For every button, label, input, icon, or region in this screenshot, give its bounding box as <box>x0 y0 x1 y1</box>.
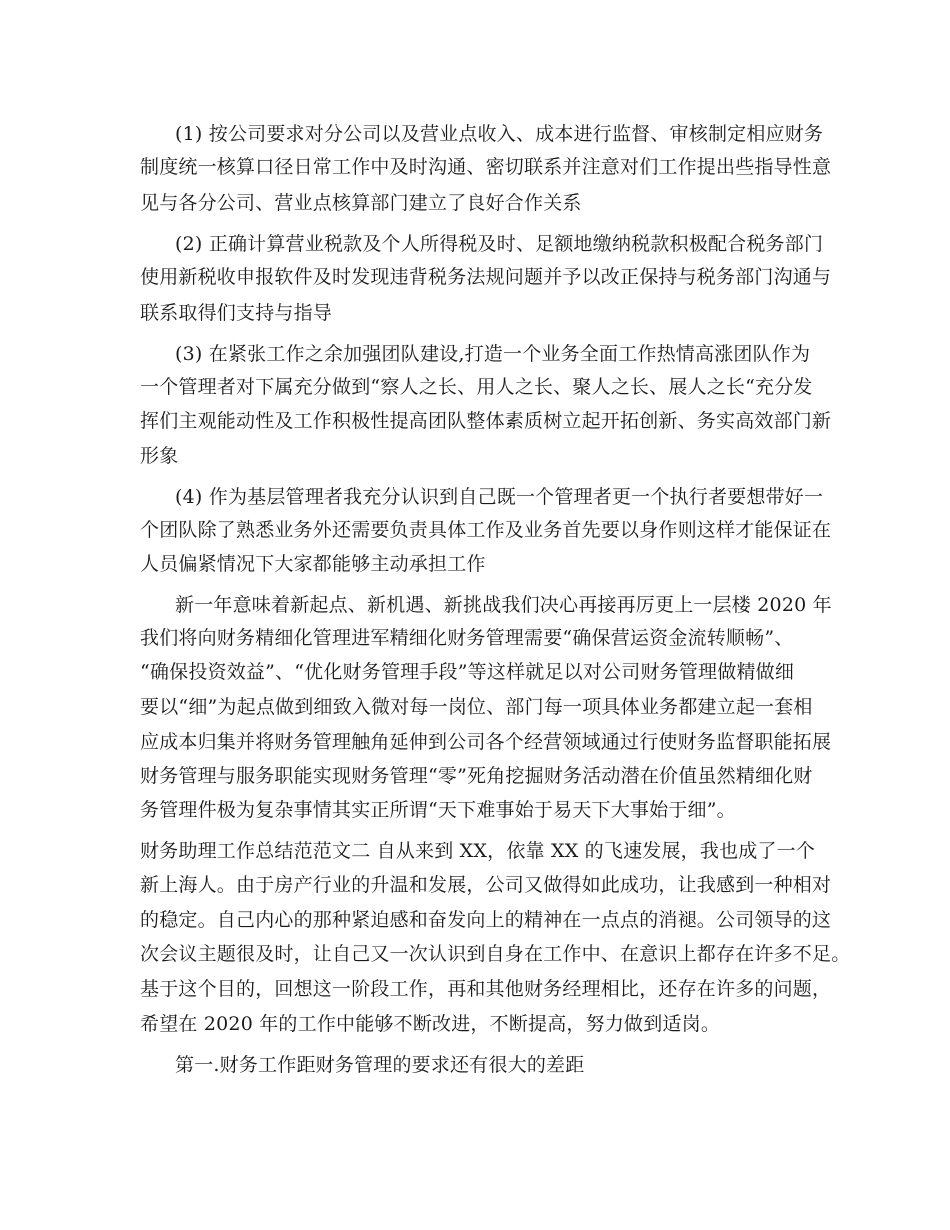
paragraph-line: 应成本归集并将财务管理触角延伸到公司各个经营领域通过行使财务监督职能拓展 <box>140 731 832 753</box>
paragraph-line: 的稳定。自己内心的那种紧迫感和奋发向上的精神在一点点的消褪。公司领导的这 <box>140 909 832 931</box>
paragraph-line: 见与各分公司、营业点核算部门建立了良好合作关系 <box>140 192 582 214</box>
paragraph-line: (3) 在紧张工作之余加强团队建设,打造一个业务全面工作热情高涨团队作为 <box>175 343 811 365</box>
paragraph-line: (2) 正确计算营业税款及个人所得税及时、足额地缴纳税款积极配合税务部门 <box>175 233 824 255</box>
paragraph-line: 财务管理与服务职能实现财务管理“零”死角挖掘财务活动潜在价值虽然精细化财 <box>140 765 813 787</box>
paragraph-line: 次会议主题很及时，让自己又一次认识到自身在工作中、在意识上都存在许多不足。 <box>140 943 851 965</box>
paragraph-line: 使用新税收申报软件及时发现违背税务法规问题并予以改正保持与税务部门沟通与 <box>140 266 832 288</box>
paragraph-line: 基于这个目的，回想这一阶段工作，再和其他财务经理相比，还存在许多的问题， <box>140 978 832 1000</box>
paragraph-line: (1) 按公司要求对分公司以及营业点收入、成本进行监督、审核制定相应财务 <box>175 123 824 145</box>
paragraph-line: 挥们主观能动性及工作积极性提高团队整体素质树立起开拓创新、务实高效部门新 <box>140 410 832 432</box>
paragraph-line: 人员偏紧情况下大家都能够主动承担工作 <box>140 553 486 575</box>
paragraph-line: 个团队除了熟悉业务外还需要负责具体工作及业务首先要以身作则这样才能保证在 <box>140 519 832 541</box>
paragraph-line: 我们将向财务精细化管理进军精细化财务管理需要“确保营运资金流转顺畅”、 <box>140 627 794 649</box>
paragraph-line: 一个管理者对下属充分做到“察人之长、用人之长、聚人之长、展人之长“充分发 <box>140 376 813 398</box>
paragraph-line: 务管理件极为复杂事情其实正所谓“天下难事始于易天下大事始于细”。 <box>140 799 736 821</box>
paragraph-line: “确保投资效益”、“优化财务管理手段”等这样就足以对公司财务管理做精做细 <box>140 661 795 683</box>
paragraph-line: 要以“细”为起点做到细致入微对每一岗位、部门每一项具体业务都建立起一套相 <box>140 696 813 718</box>
paragraph-line: (4) 作为基层管理者我充分认识到自己既一个管理者更一个执行者要想带好一 <box>175 486 824 508</box>
paragraph-line: 新上海人。由于房产行业的升温和发展，公司又做得如此成功，让我感到一种相对 <box>140 874 832 896</box>
section-heading-line: 财务助理工作总结范范文二 自从来到 XX，依靠 XX 的飞速发展，我也成了一个 <box>140 840 816 862</box>
paragraph-line: 制度统一核算口径日常工作中及时沟通、密切联系并注意对们工作提出些指导性意 <box>140 156 832 178</box>
paragraph-line: 新一年意味着新起点、新机遇、新挑战我们决心再接再厉更上一层楼 2020 年 <box>175 594 832 616</box>
paragraph-line: 联系取得们支持与指导 <box>140 302 333 324</box>
paragraph-line: 形象 <box>140 445 179 467</box>
paragraph-line: 希望在 2020 年的工作中能够不断改进，不断提高，努力做到适岗。 <box>140 1013 721 1035</box>
paragraph-line: 第一.财务工作距财务管理的要求还有很大的差距 <box>175 1054 585 1076</box>
